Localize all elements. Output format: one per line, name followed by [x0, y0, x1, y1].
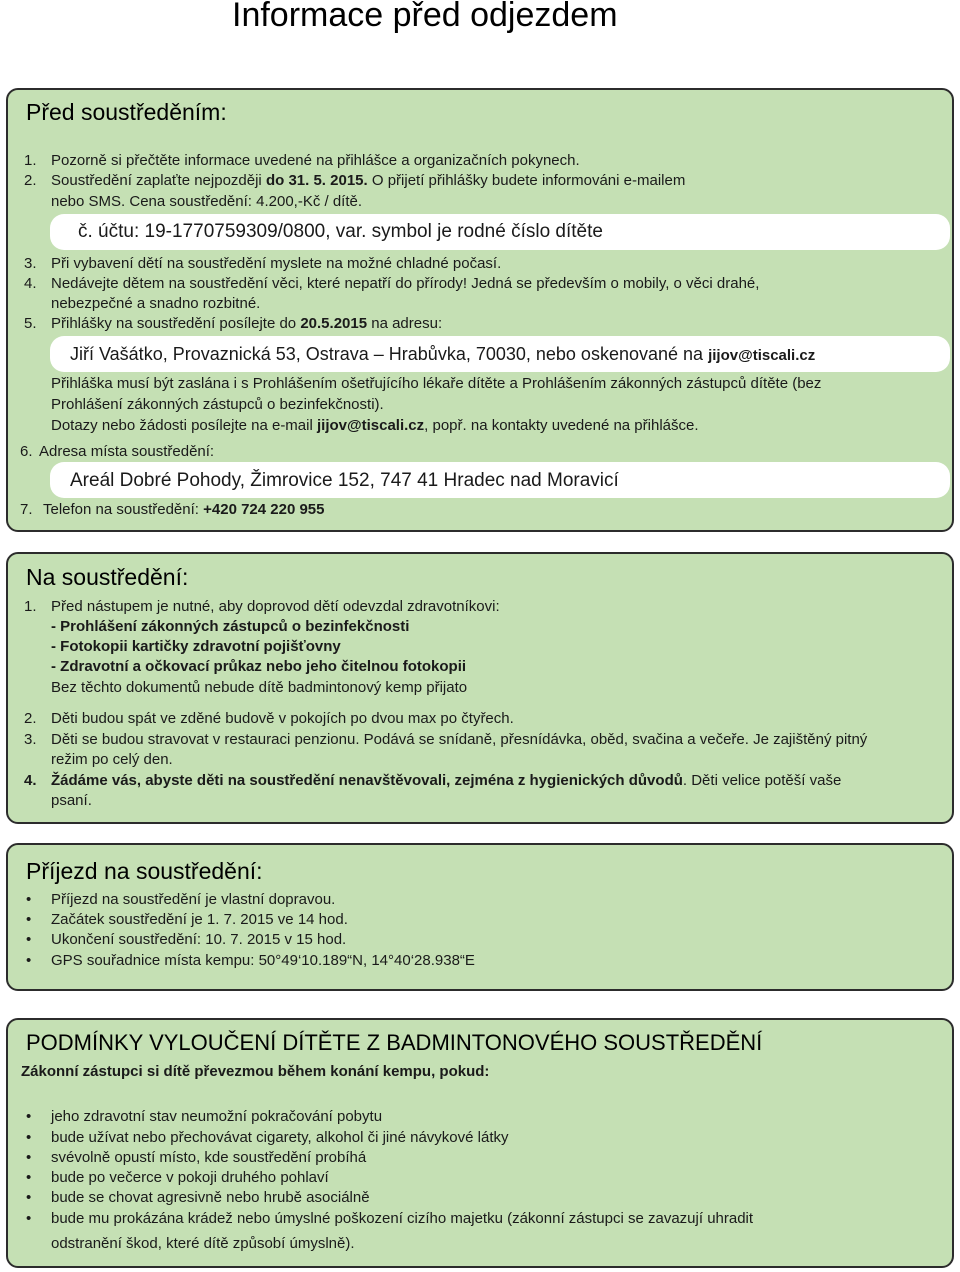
contact-text-rest: , popř. na kontakty uvedené na přihlášce. [424, 417, 699, 434]
bullet-icon: • [26, 1189, 32, 1206]
list-number: 2. [24, 172, 37, 189]
list-number: 7. [20, 501, 33, 518]
list-item [51, 314, 442, 333]
list-item: Adresa místa soustředění: [39, 443, 215, 460]
section-heading: Na soustředění: [26, 564, 189, 590]
visit-request: Žádáme vás, abyste děti na soustředění nenavštěvovali, zejména z hygienických důvodů [51, 772, 683, 789]
list-item [51, 771, 841, 790]
venue-address: Areál Dobré Pohody, Žimrovice 152, 747 41 Hradec nad Moravicí [70, 470, 619, 491]
account-box [50, 214, 950, 250]
list-item-continued: odstranění škod, které dítě způsobí úmyslně). [51, 1235, 355, 1252]
list-item: GPS souřadnice místa kempu: 50°49‘10.189“N, 14°40‘28.938“E [51, 952, 475, 969]
list-item-continued: psaní. [51, 792, 92, 809]
section-heading: Před soustředěním: [26, 99, 227, 125]
list-item-continued: nebezpečné a snadno rozbitné. [51, 295, 261, 312]
section-arrival [6, 843, 954, 991]
page-title: Informace před odjezdem [232, 0, 618, 34]
list-item: Příjezd na soustředění je vlastní dopravou. [51, 891, 336, 908]
bullet-icon: • [26, 1129, 32, 1146]
bullet-icon: • [26, 1169, 32, 1186]
contact-email-link[interactable]: jijov@tiscali.cz [316, 417, 425, 434]
list-item: Ukončení soustředění: 10. 7. 2015 v 15 hod. [51, 931, 347, 948]
list-number: 2. [24, 710, 37, 727]
list-number: 3. [24, 731, 37, 748]
list-item: bude se chovat agresivně nebo hrubě asociálně [51, 1189, 370, 1206]
documents-note: Bez těchto dokumentů nebude dítě badmintonový kemp přijato [51, 679, 468, 696]
list-item [51, 171, 685, 190]
applications-text: Přihlášky na soustředění posílejte do [51, 315, 297, 332]
section-exclusion [6, 1018, 954, 1268]
list-item: Děti budou spát ve zděné budově v pokojích po dvou max po čtyřech. [51, 710, 514, 727]
list-item-continued: režim po celý den. [51, 751, 173, 768]
note-line [51, 416, 699, 435]
account-number: č. účtu: 19-1770759309/0800, var. symbol je rodné číslo dítěte [78, 221, 603, 242]
contact-text: Dotazy nebo žádosti posílejte na e-mail [51, 417, 313, 434]
list-number: 1. [24, 152, 37, 169]
list-item: Pozorně si přečtěte informace uvedené na přihlášce a organizačních pokynech. [51, 152, 580, 169]
required-document: - Prohlášení zákonných zástupců o bezinfekčnosti [51, 618, 410, 635]
list-item: Při vybavení dětí na soustředění myslete na možné chladné počasí. [51, 255, 502, 272]
applications-deadline: 20.5.2015 [300, 315, 368, 332]
address-email-link[interactable]: jijov@tiscali.cz [708, 347, 816, 364]
exclusion-intro: Zákonní zástupci si dítě převezmou během konání kempu, pokud: [21, 1063, 490, 1080]
bullet-icon: • [26, 911, 32, 928]
list-item-continued: nebo SMS. Cena soustředění: 4.200,-Kč / dítě. [51, 193, 363, 210]
bullet-icon: • [26, 891, 32, 908]
phone-number: +420 724 220 955 [203, 501, 325, 518]
bullet-icon: • [26, 1108, 32, 1125]
list-item: Před nástupem je nutné, aby doprovod dětí odevzdal zdravotníkovi: [51, 598, 500, 615]
venue-box [50, 462, 950, 498]
bullet-icon: • [26, 952, 32, 969]
bullet-icon: • [26, 1210, 32, 1227]
list-item: svévolně opustí místo, kde soustředění probíhá [51, 1149, 367, 1166]
list-item: bude po večerce v pokoji druhého pohlaví [51, 1169, 329, 1186]
list-item: Nedávejte dětem na soustředění věci, které nepatří do přírody! Jedná se především o mobily, o věci drahé, [51, 275, 760, 292]
address-text: Jiří Vašátko, Provaznická 53, Ostrava – Hrabůvka, 70030, nebo oskenované na [70, 344, 704, 364]
list-number: 1. [24, 598, 37, 615]
payment-text: Soustředění zaplaťte nejpozději [51, 172, 262, 189]
section-heading: PODMÍNKY VYLOUČENÍ DÍTĚTE Z BADMINTONOVÉHO SOUSTŘEDĚNÍ [26, 1030, 763, 1055]
list-number: 4. [24, 275, 37, 292]
payment-deadline: do 31. 5. 2015. [265, 172, 368, 189]
section-at-camp [6, 552, 954, 824]
postal-address-box [50, 336, 950, 372]
required-document: - Fotokopii kartičky zdravotní pojišťovny [51, 638, 341, 655]
bullet-icon: • [26, 931, 32, 948]
postal-address [70, 343, 815, 367]
note-line: Prohlášení zákonných zástupců o bezinfekčnosti). [51, 396, 384, 413]
list-item: Děti se budou stravovat v restauraci penzionu. Podává se snídaně, přesnídávka, oběd, svačina a večeře. Je zajištěný pitný [51, 731, 868, 748]
bullet-icon: • [26, 1149, 32, 1166]
section-before-camp [6, 88, 954, 532]
note-line: Přihláška musí být zaslána i s Prohlášením ošetřujícího lékaře dítěte a Prohlášením zákonných zástupců dítěte (bez [51, 375, 822, 392]
list-number: 6. [20, 443, 33, 460]
required-document: - Zdravotní a očkovací průkaz nebo jeho čitelnou fotokopii [51, 658, 467, 675]
list-number: 3. [24, 255, 37, 272]
address-label: na adresu: [371, 315, 443, 332]
list-item: bude mu prokázána krádež nebo úmyslné poškození cizího majetku (zákonní zástupci se zavazují uhradit [51, 1210, 754, 1227]
list-item: Začátek soustředění je 1. 7. 2015 ve 14 hod. [51, 911, 348, 928]
phone-label: Telefon na soustředění: [43, 501, 199, 518]
list-item: jeho zdravotní stav neumožní pokračování pobytu [51, 1108, 383, 1125]
list-number: 5. [24, 315, 37, 332]
section-heading: Příjezd na soustředění: [26, 858, 263, 884]
list-item [43, 500, 325, 519]
list-item: bude užívat nebo přechovávat cigarety, alkohol či jiné návykové látky [51, 1129, 509, 1146]
visit-request-rest: . Děti velice potěší vaše [682, 772, 842, 789]
list-number: 4. [24, 772, 37, 789]
acceptance-text: O přijetí přihlášky budete informováni e-mailem [371, 172, 686, 189]
